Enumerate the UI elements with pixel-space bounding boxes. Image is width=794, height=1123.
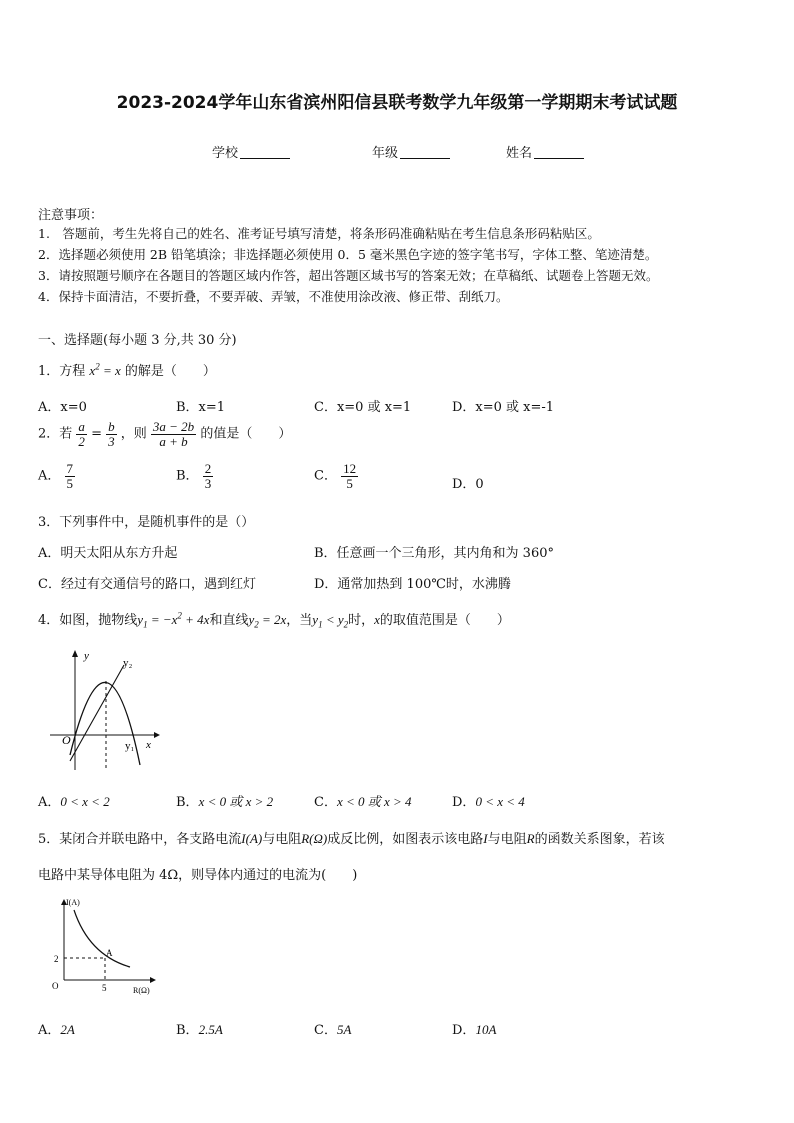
q4-condition: $y_1 < y_2$ [312, 612, 349, 630]
q2-option-b-fraction: $\frac{2}{3}$ [204, 461, 212, 491]
q4-mid1: 和直线 [209, 613, 249, 628]
q4-mid3: 时， [348, 613, 375, 628]
question-5 [38, 828, 665, 847]
q2-equals: = [91, 426, 102, 442]
q2-option-c-fraction: $\frac{12}{5}$ [343, 461, 357, 491]
q4-prefix: 4．如图，抛物线 [38, 613, 138, 628]
q5-option-c[interactable] [314, 1019, 351, 1038]
notice-heading: 注意事项： [38, 208, 104, 223]
name-field[interactable] [506, 142, 584, 161]
q4-option-a[interactable] [38, 791, 110, 810]
q5-mid2: 成反比例，如图表示该电路 [327, 832, 484, 847]
option-label: B． [176, 468, 199, 484]
q1-option-c[interactable]: C．x=0 或 x=1 [314, 400, 412, 415]
q4-option-c[interactable] [314, 791, 412, 810]
q5-line2: 电路中某导体电阻为 4Ω，则导体内通过的电流为( ) [38, 868, 358, 883]
option-value: 0 < x < 4 [475, 794, 525, 809]
question-3: 3．下列事件中，是随机事件的是（） [38, 515, 255, 530]
q5-option-b[interactable] [176, 1019, 223, 1038]
option-label: C． [314, 795, 337, 810]
q1-option-b[interactable]: B．x=1 [176, 400, 226, 415]
q4-figure [40, 645, 170, 775]
option-value: x < 0 或 x > 2 [198, 794, 274, 809]
q2-expr-fraction: $\frac{3a - 2b}{a + b}$ [152, 419, 195, 449]
option-label: A． [38, 1023, 61, 1038]
q5-r-var: R [526, 831, 535, 846]
q5-resistance-var: R(Ω) [301, 831, 328, 846]
q2-option-b[interactable] [176, 462, 213, 490]
option-label: A． [38, 795, 61, 810]
q4-parabola-eq: $y_1 = -x^2 + 4x$ [137, 610, 210, 630]
x-axis-label: R(Ω) [133, 986, 150, 995]
q4-mid2: ，当 [286, 613, 313, 628]
option-label: B． [176, 795, 199, 810]
point-label: A [106, 948, 113, 958]
notice-item: 2．选择题必须使用 2B 铅笔填涂；非选择题必须使用 0．5 毫米黑色字迹的签字笔书写，字体工整、笔迹清楚。 [38, 247, 658, 262]
q3-option-b[interactable]: B．任意画一个三角形，其内角和为 360° [314, 546, 554, 561]
name-blank[interactable] [534, 146, 584, 159]
school-blank[interactable] [240, 146, 290, 159]
notice-item: 4．保持卡面清洁，不要折叠，不要弄破、弄皱，不准使用涂改液、修正带、刮纸刀。 [38, 289, 509, 304]
q5-current-var: I(A) [241, 831, 263, 846]
q4-option-d[interactable] [452, 791, 525, 810]
y-tick-label: 2 [54, 954, 59, 964]
q5-suffix: 的函数关系图象，若该 [534, 832, 665, 847]
school-label: 学校 [212, 146, 239, 161]
line-y2 [70, 665, 124, 761]
q5-option-a[interactable] [38, 1019, 75, 1038]
q1-option-d[interactable]: D．x=0 或 x=-1 [452, 400, 555, 415]
option-value: x < 0 或 x > 4 [336, 794, 412, 809]
q2-option-a[interactable] [38, 462, 75, 490]
parabola-curve [70, 682, 140, 765]
q5-prefix: 5．某闭合并联电路中，各支路电流 [38, 832, 242, 847]
q2-option-c[interactable] [314, 462, 358, 490]
q5-i-var: I [483, 831, 488, 846]
y-axis-label: y [84, 650, 89, 662]
option-value: 2A [60, 1022, 75, 1037]
option-label: C． [314, 1023, 337, 1038]
option-label: D． [452, 1023, 476, 1038]
q2-option-a-fraction: $\frac{7}{5}$ [66, 461, 74, 491]
option-label: A． [38, 468, 61, 484]
q5-mid1: 与电阻 [262, 832, 302, 847]
q2-mid: ，则 [120, 426, 147, 442]
x-axis-label: x [146, 739, 151, 751]
name-label: 姓名 [506, 146, 533, 161]
q3-option-d[interactable]: D．通常加热到 100℃时，水沸腾 [314, 577, 511, 592]
grade-blank[interactable] [400, 146, 450, 159]
option-label: C． [314, 468, 337, 484]
q5-figure [44, 895, 164, 1000]
x-tick-label: 5 [102, 983, 107, 993]
curve-label: y₁ [125, 740, 135, 752]
q1-prefix: 1．方程 [38, 364, 86, 379]
q2-cond-right-fraction: $\frac{b}{3}$ [108, 419, 115, 449]
option-value: 2.5A [198, 1022, 223, 1037]
q4-option-b[interactable] [176, 791, 273, 810]
question-4 [38, 609, 510, 630]
grade-label: 年级 [372, 146, 399, 161]
question-1 [38, 360, 216, 379]
school-field[interactable] [212, 142, 290, 161]
q3-option-a[interactable]: A．明天太阳从东方升起 [38, 546, 178, 561]
q2-prefix: 2．若 [38, 426, 73, 442]
option-label: B． [176, 1023, 199, 1038]
option-value: 0 < x < 2 [60, 794, 110, 809]
q4-variable: x [374, 612, 380, 627]
page-title: 2023-2024学年山东省滨州阳信县联考数学九年级第一学期期末考试试题 [116, 93, 678, 113]
notice-item: 3．请按照题号顺序在各题目的答题区域内作答，超出答题区域书写的答案无效；在草稿纸、试题卷上答题无效。 [38, 268, 659, 283]
question-2 [38, 420, 291, 448]
q2-option-d[interactable]: D．0 [452, 477, 484, 492]
y-axis-arrow-icon [72, 650, 78, 657]
q3-option-c[interactable]: C．经过有交通信号的路口，遇到红灯 [38, 577, 256, 592]
option-label: D． [452, 795, 476, 810]
q1-option-a[interactable]: A．x=0 [38, 400, 87, 415]
q1-suffix: 的解是（ ） [124, 364, 216, 379]
notice-item: 1. 答题前，考生先将自己的姓名、准考证号填写清楚，将条形码准确粘贴在考生信息条形码粘贴区。 [38, 226, 600, 241]
origin-label: O [52, 981, 59, 991]
q2-cond-left-fraction: $\frac{a}{2}$ [78, 419, 85, 449]
grade-field[interactable] [372, 142, 450, 161]
section-heading: 一、选择题(每小题 3 分,共 30 分) [38, 333, 237, 348]
option-value: 5A [336, 1022, 352, 1037]
q5-option-d[interactable] [452, 1019, 496, 1038]
q4-line-eq: $y_2 = 2x$ [248, 612, 287, 630]
x-axis-arrow-icon [150, 977, 156, 983]
q1-equation: $x^2 = x$ [89, 361, 121, 378]
y-axis-label: I(A) [66, 898, 80, 907]
q2-suffix: 的值是（ ） [200, 426, 292, 442]
line-label: y₂ [123, 657, 133, 669]
origin-label: O [62, 733, 71, 747]
q4-suffix: 的取值范围是（ ） [379, 613, 510, 628]
q5-mid3: 与电阻 [487, 832, 527, 847]
option-value: 10A [475, 1022, 497, 1037]
x-axis-arrow-icon [154, 732, 160, 738]
